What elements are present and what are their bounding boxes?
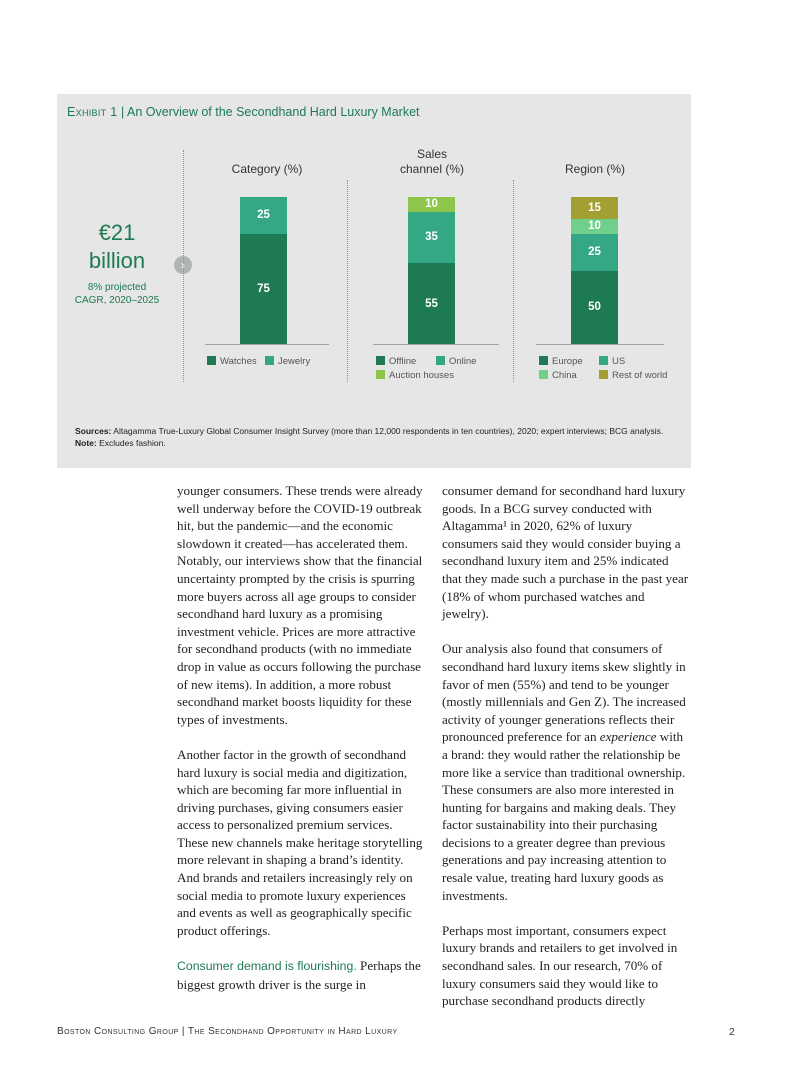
bar-segment-watches — [240, 234, 287, 344]
page-footer: Boston Consulting Group | The Secondhand Opportunity in Hard Luxury — [57, 1026, 398, 1037]
legend-swatch — [599, 370, 608, 379]
legend-item-offline — [376, 356, 416, 367]
data-label: 50 — [588, 301, 601, 314]
legend-item-europe — [539, 356, 583, 367]
chart-title-line2: channel (%) — [399, 162, 465, 176]
data-label: 55 — [425, 297, 438, 310]
legend-label: China — [552, 370, 577, 381]
legend-swatch — [539, 356, 548, 365]
bar-segment-online — [408, 212, 455, 263]
bar-segment-china — [571, 219, 618, 234]
data-label: 10 — [425, 198, 438, 211]
divider-line — [513, 180, 514, 382]
divider-line — [183, 150, 184, 382]
legend-item-auction-houses — [376, 370, 454, 381]
legend-swatch — [599, 356, 608, 365]
body-text: Our analysis also found that consumers of secondhand hard luxury items skew slightly in favor of men (55%) and tend to be younger (mostly millennials and Gen Z). The increased activity of younger generations reflects their pronounced preference for an — [442, 641, 686, 745]
chevron-right-icon: › — [174, 256, 192, 274]
market-value: €21 — [98, 220, 136, 245]
legend-swatch — [376, 356, 385, 365]
legend-swatch — [376, 370, 385, 379]
sources-text: Altagamma True-Luxury Global Consumer Insight Survey (more than 12,000 respondents in ten countries), 2020; expert interviews; BCG analysis. — [113, 426, 664, 436]
legend-item-china — [539, 370, 577, 381]
legend-label: Online — [449, 356, 477, 367]
legend-item-online — [436, 356, 476, 367]
exhibit-label: Exhibit 1 — [67, 105, 118, 119]
note-label: Note: — [75, 437, 97, 448]
body-paragraph: consumer demand for secondhand hard luxury goods. In a BCG survey conducted with Altagamma¹ in 2020, 62% of luxury consumers said they would consider buying a secondhand luxury item and 25% indicated that they made such a purchase in the past year (18% of whom purchased watches and jewelry). — [442, 483, 689, 622]
body-paragraph: Another factor in the growth of secondhand hard luxury is social media and digitization, which are becoming far more influential in driving purchases, giving consumers easier access to personalized premium services. These new channels make heritage storytelling more relevant in shaping a brand’s identity. And brands and retailers increasingly rely on social media to promote luxury experiences and events as well as geographically specific product offerings. — [177, 746, 423, 938]
data-label: 75 — [257, 282, 270, 295]
page-number: 2 — [729, 1026, 735, 1038]
bar-segment-us — [571, 234, 618, 271]
bar-segment-rest-of-world — [571, 197, 618, 219]
chart-title-line1: Sales — [416, 147, 448, 161]
cagr-projection — [67, 282, 167, 307]
data-label: 25 — [588, 246, 601, 259]
legend-swatch — [436, 356, 445, 365]
legend-label: Offline — [389, 356, 417, 367]
body-text: with a brand: they would rather the relationship be more like a service than traditional ownership. These consumers are also more interested in hunting for bargains and making deals. They factor sustainability into their purchasing decisions to a greater degree than previous generations and pay increasing attention to resale value, treating hard luxury goods as investments. — [442, 729, 686, 903]
body-paragraph — [177, 957, 426, 993]
emphasis-text: experience — [599, 729, 657, 745]
body-paragraph — [442, 640, 691, 904]
projection-line2: CAGR, 2020–2025 — [74, 294, 160, 306]
body-column-left — [177, 482, 426, 1011]
chart-title-sales-channel — [362, 147, 502, 177]
bar-segment-offline — [408, 263, 455, 344]
legend-swatch — [265, 356, 274, 365]
chart-baseline — [536, 344, 664, 345]
legend-label: Watches — [220, 356, 257, 367]
legend-item-watches — [207, 356, 257, 367]
legend-label: Rest of world — [612, 370, 668, 381]
legend-swatch — [207, 356, 216, 365]
data-label: 25 — [257, 209, 270, 222]
bar-segment-jewelry — [240, 197, 287, 234]
chart-baseline — [373, 344, 499, 345]
projection-line1: 8% projected — [87, 282, 147, 293]
exhibit-title-text: An Overview of the Secondhand Hard Luxury Market — [127, 105, 420, 119]
bar-segment-europe — [571, 271, 618, 345]
data-label: 10 — [588, 220, 601, 233]
legend-item-jewelry — [265, 356, 310, 367]
legend-item-us — [599, 356, 625, 367]
bar-segment-auction-houses — [408, 197, 455, 212]
exhibit-separator: | — [120, 105, 125, 119]
section-heading: Consumer demand is flourishing. — [177, 959, 357, 974]
market-value-unit: billion — [88, 248, 146, 273]
exhibit-title — [67, 105, 420, 119]
data-label: 35 — [425, 231, 438, 244]
chart-title-region: Region (%) — [564, 162, 626, 176]
legend-label: US — [612, 356, 626, 367]
legend-item-rest-of-world — [599, 370, 667, 381]
chart-baseline — [205, 344, 329, 345]
sources-note — [75, 426, 675, 449]
legend-label: Jewelry — [278, 356, 311, 367]
sources-label: Sources: — [75, 426, 112, 436]
body-column-right — [442, 482, 691, 1027]
legend-label: Europe — [552, 356, 583, 367]
data-label: 15 — [588, 202, 601, 215]
note-text: Excludes fashion. — [99, 437, 166, 448]
legend-label: Auction houses — [389, 370, 454, 381]
body-paragraph: younger consumers. These trends were already well underway before the COVID-19 outbreak hit, but the pandemic—and the economic slowdown it created—has accelerated them. Notably, our interviews show that the financial uncertainty prompted by the crisis is spurring more buyers across all age groups to consider secondhand hard luxury as a promising investment vehicle. Prices are more attractive for secondhand products (with no immediate drop in value as occurs following the purchase of new items). In addition, a more robust secondhand market boosts liquidity for these types of investments. — [177, 483, 423, 727]
divider-line — [347, 180, 348, 382]
body-text: Perhaps the biggest growth driver is the surge in — [177, 958, 421, 992]
exhibit-panel — [57, 94, 691, 468]
chart-title-category: Category (%) — [231, 162, 303, 176]
body-paragraph: Perhaps most important, consumers expect luxury brands and retailers to get involved in secondhand sales. In our research, 70% of luxury consumers said they would like to purchase secondhand products directly — [442, 922, 678, 1009]
legend-swatch — [539, 370, 548, 379]
